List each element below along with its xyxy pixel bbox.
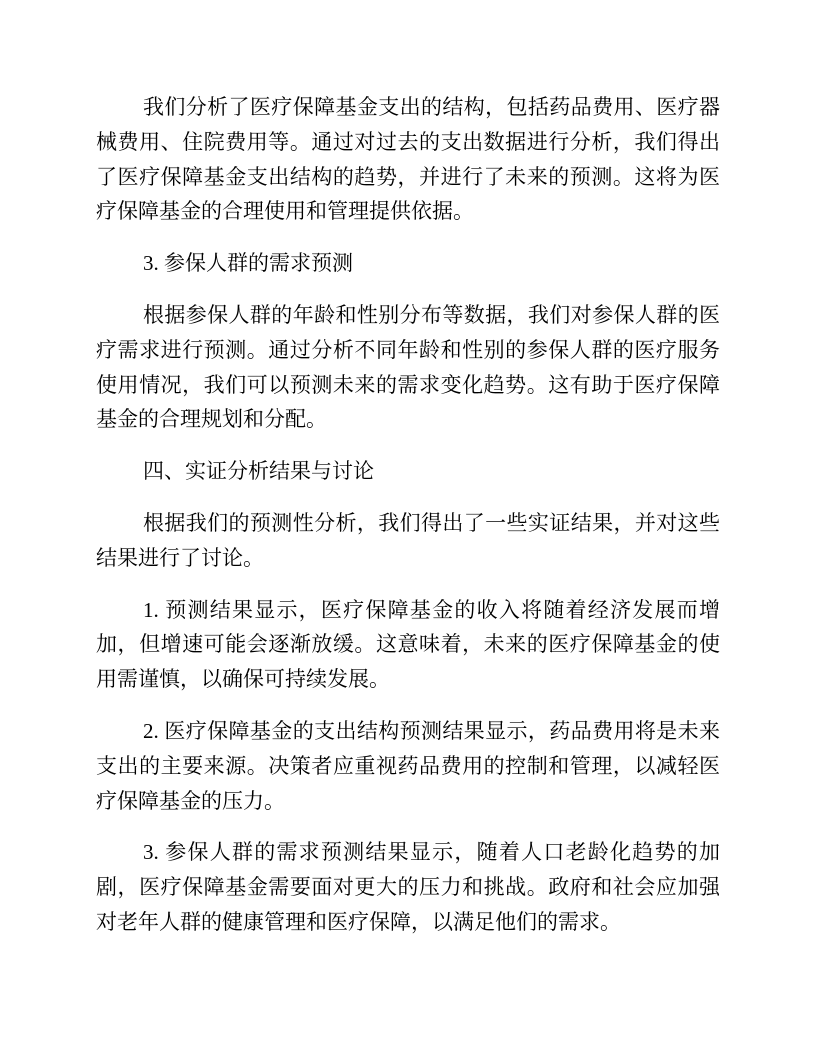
paragraph-results-intro: 根据我们的预测性分析，我们得出了一些实证结果，并对这些结果进行了讨论。	[96, 510, 720, 570]
result-item-2: 2. 医疗保障基金的支出结构预测结果显示，药品费用将是未来支出的主要来源。决策者应重视药品费用的控制和管理，以减轻医疗保障基金的压力。	[96, 718, 720, 813]
paragraph-demand-forecast: 根据参保人群的年龄和性别分布等数据，我们对参保人群的医疗需求进行预测。通过分析不同年龄和性别的参保人群的医疗服务使用情况，我们可以预测未来的需求变化趋势。这有助于医疗保障基金的合理规划和分配。	[96, 302, 720, 432]
result-item-3: 3. 参保人群的需求预测结果显示，随着人口老龄化趋势的加剧，医疗保障基金需要面对更大的压力和挑战。政府和社会应加强对老年人群的健康管理和医疗保障，以满足他们的需求。	[96, 840, 720, 934]
heading-demand-forecast: 3. 参保人群的需求预测	[143, 251, 353, 276]
section-heading-empirical-results: 四、实证分析结果与讨论	[143, 459, 374, 484]
result-item-1: 1. 预测结果显示，医疗保障基金的收入将随着经济发展而增加，但增速可能会逐渐放缓。这意味着，未来的医疗保障基金的使用需谨慎，以确保可持续发展。	[96, 597, 720, 692]
paragraph-expenditure-structure: 我们分析了医疗保障基金支出的结构，包括药品费用、医疗器械费用、住院费用等。通过对过去的支出数据进行分析，我们得出了医疗保障基金支出结构的趋势，并进行了未来的预测。这将为医疗保障基金的合理使用和管理提供依据。	[96, 95, 720, 224]
